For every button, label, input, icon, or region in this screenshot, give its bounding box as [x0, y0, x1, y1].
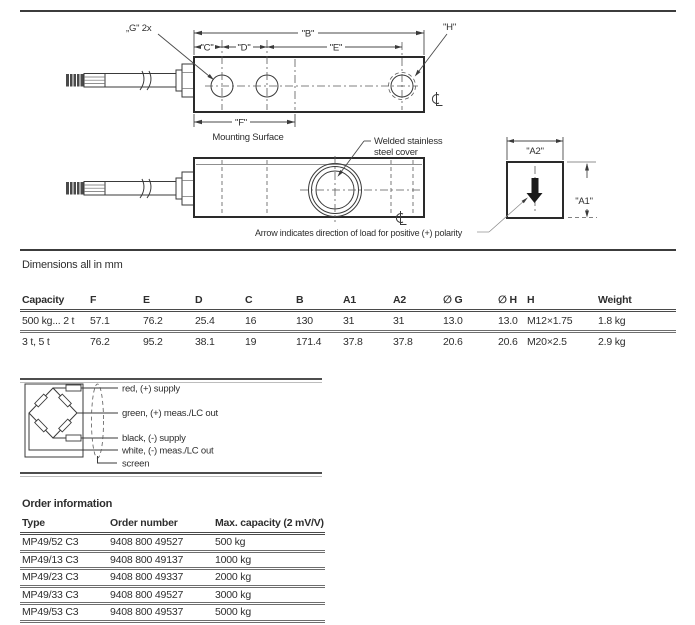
cell: 37.8	[393, 336, 413, 348]
wire-label-red: red, (+) supply	[122, 383, 180, 395]
cable-top-view	[66, 71, 176, 90]
table-row	[20, 534, 325, 552]
end-view	[477, 137, 597, 232]
order-table	[20, 517, 325, 623]
col-d: D	[193, 294, 243, 311]
cell: M20×2.5	[527, 336, 567, 348]
cell: 1.8 kg	[596, 311, 676, 332]
cell: 3 t, 5 t	[22, 336, 50, 348]
col-f: F	[88, 294, 141, 311]
cell: 20.6	[498, 336, 518, 348]
col-order-number: Order number	[108, 517, 213, 534]
cell: 16	[243, 311, 294, 332]
cell: 9408 800 49527	[108, 534, 213, 552]
dim-label-g: „G" 2x	[126, 23, 152, 34]
bridge-housing	[25, 384, 83, 457]
table-row	[20, 569, 325, 587]
cell: 9408 800 49527	[108, 586, 213, 604]
cell: 1000 kg	[213, 551, 325, 569]
arrow-note: Arrow indicates direction of load for positive (+) polarity	[255, 228, 463, 238]
bridge-resistor	[59, 394, 72, 407]
bridge-resistor	[59, 419, 72, 432]
cell: 2000 kg	[213, 569, 325, 587]
dimensions-table-header-row	[20, 294, 676, 311]
cell: 130	[294, 311, 341, 332]
callout-h	[415, 22, 456, 77]
cell: 13.0	[441, 311, 496, 332]
dim-label-f: "F"	[235, 117, 247, 129]
order-info-title: Order information	[22, 498, 113, 510]
bridge-resistor	[35, 394, 48, 407]
col-h: H	[525, 294, 596, 311]
cell: 500 kg	[213, 534, 325, 552]
cell: 38.1	[195, 336, 215, 348]
dim-label-b: "B"	[301, 28, 315, 40]
wire-label-white: white, (-) meas./LC out	[122, 445, 214, 457]
wheatstone-bridge	[29, 388, 77, 438]
cell: MP49/23 C3	[20, 569, 108, 587]
col-capacity: Capacity	[20, 294, 88, 311]
cell: 2.9 kg	[598, 336, 626, 348]
wire-white	[29, 413, 118, 450]
wire-label-screen: screen	[122, 458, 150, 470]
welded-cover-label-1: Welded stainless	[374, 136, 443, 147]
cell: 500 kg... 2 t	[20, 311, 88, 332]
col-weight: Weight	[596, 294, 676, 311]
cell: 171.4	[296, 336, 322, 348]
load-cell-body-top-view	[194, 57, 424, 112]
wiring-diagram	[25, 384, 219, 470]
dim-label-e: "E"	[329, 42, 343, 54]
side-view	[66, 136, 463, 238]
dim-label-h: "H"	[443, 22, 457, 33]
table-row	[20, 586, 325, 604]
wire-label-green: green, (+) meas./LC out	[122, 408, 218, 419]
wiring-bottom-rule	[20, 472, 322, 477]
table-row	[20, 604, 325, 622]
cell: MP49/53 C3	[20, 604, 108, 622]
table-row	[20, 332, 676, 349]
col-dia-g: ∅ G	[441, 294, 496, 311]
cell: 9408 800 49137	[108, 551, 213, 569]
order-table-header-row	[20, 517, 325, 534]
dim-label-c: "C"	[200, 42, 214, 54]
dimensions-note: Dimensions all in mm	[22, 259, 123, 271]
dim-label-d: "D"	[237, 42, 251, 54]
compensation-resistor	[66, 435, 81, 441]
cell: 57.1	[88, 311, 141, 332]
col-max-capacity: Max. capacity (2 mV/V)	[213, 517, 325, 534]
table-row	[20, 551, 325, 569]
cable-gland-top-view	[176, 64, 194, 97]
col-c: C	[243, 294, 294, 311]
cell: 25.4	[193, 311, 243, 332]
compensation-resistor	[66, 385, 81, 391]
dim-label-a2: "A2"	[526, 146, 544, 157]
cell: 3000 kg	[213, 586, 325, 604]
col-dia-h: ∅ H	[496, 294, 525, 311]
cell: 76.2	[141, 311, 193, 332]
cell: 76.2	[90, 336, 110, 348]
cell: 31	[391, 311, 441, 332]
dim-label-a1: "A1"	[575, 196, 593, 207]
cell: 31	[341, 311, 391, 332]
dimension-a2	[507, 137, 563, 160]
welded-cover-label-2: steel cover	[374, 147, 418, 158]
cell: 19	[245, 336, 257, 348]
col-b: B	[294, 294, 341, 311]
section-divider	[20, 249, 676, 251]
wiring-top-rule	[20, 378, 322, 383]
cell: 13.0	[496, 311, 525, 332]
cell: 95.2	[143, 336, 163, 348]
col-a2: A2	[391, 294, 441, 311]
col-a1: A1	[341, 294, 391, 311]
cable-side-view	[66, 179, 176, 198]
dimension-cde	[194, 43, 402, 54]
cell: MP49/52 C3	[20, 534, 108, 552]
cell: MP49/33 C3	[20, 586, 108, 604]
centerline-symbol-top	[432, 92, 442, 106]
cell: M12×1.75	[525, 311, 596, 332]
dimension-a1	[567, 162, 597, 218]
cell: 20.6	[443, 336, 463, 348]
cell: 9408 800 49337	[108, 569, 213, 587]
dimension-b	[194, 29, 424, 56]
wire-label-black: black, (-) supply	[122, 433, 186, 444]
col-type: Type	[20, 517, 108, 534]
cable-gland-side-view	[176, 172, 194, 205]
bridge-resistor	[35, 419, 48, 432]
mounting-surface-label: Mounting Surface	[212, 132, 284, 143]
cable-screen-boundary	[92, 384, 104, 458]
col-e: E	[141, 294, 193, 311]
wire-screen	[98, 456, 118, 463]
dimensions-table	[20, 294, 676, 348]
cell: 37.8	[343, 336, 363, 348]
top-view	[66, 22, 456, 143]
cell: MP49/13 C3	[20, 551, 108, 569]
dimension-f	[194, 114, 295, 129]
cell: 9408 800 49537	[108, 604, 213, 622]
cell: 5000 kg	[213, 604, 325, 622]
table-row	[20, 311, 676, 332]
